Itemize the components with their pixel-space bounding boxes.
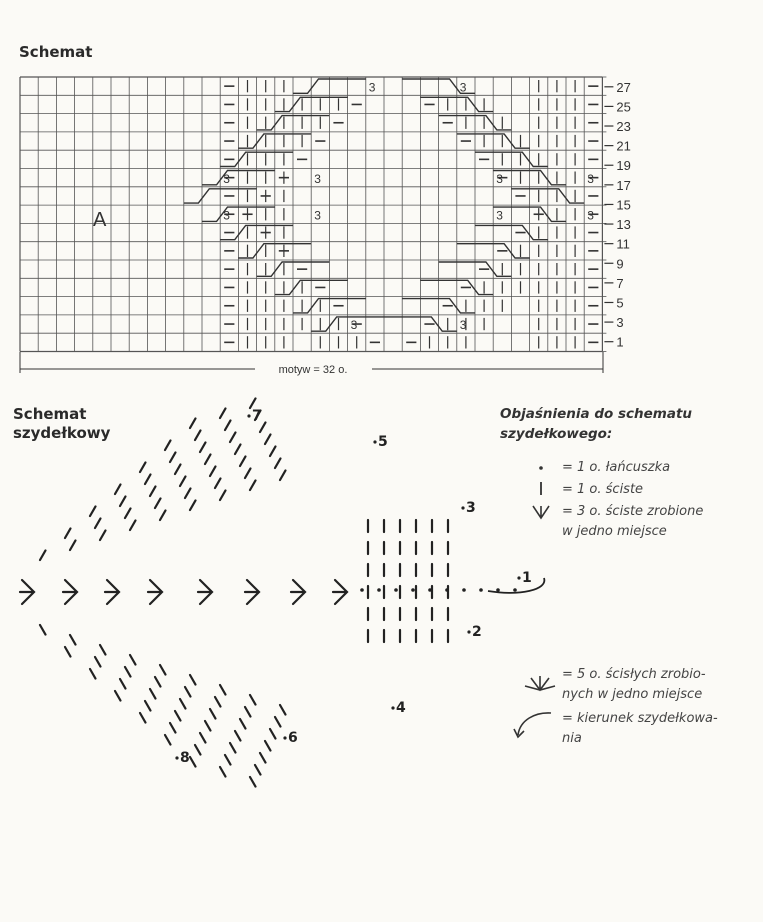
single-crochet-stitch [220, 490, 226, 500]
cable-count-label: 3 [459, 318, 467, 333]
single-crochet-stitch [170, 723, 176, 733]
single-crochet-stitch [220, 408, 226, 418]
single-crochet-stitch [160, 510, 166, 520]
single-crochet-stitch [90, 506, 96, 516]
single-crochet-stitch [220, 767, 226, 777]
row-number: 21 [616, 138, 631, 154]
legend-single: = 1 o. ściste [562, 482, 644, 497]
round-label: 2 [472, 624, 482, 640]
single-crochet-stitch [175, 711, 181, 721]
row-number: 7 [616, 275, 624, 291]
legend-three-line2: w jedno miejsce [562, 524, 667, 539]
row-number: 17 [616, 177, 631, 193]
cable-count-label: 3 [314, 208, 321, 223]
single-crochet-stitch [250, 480, 256, 490]
round-label: 7 [252, 408, 262, 424]
row-number: 27 [616, 79, 631, 95]
single-crochet-stitch [250, 695, 256, 705]
row-number: 15 [616, 197, 631, 213]
round-label-dot [517, 576, 520, 579]
crochet-title-line2: szydełkowy [13, 424, 111, 442]
single-crochet-stitch [140, 462, 146, 472]
row-number: 9 [616, 256, 624, 272]
single-crochet-stitch [65, 528, 71, 538]
single-crochet-stitch [190, 675, 196, 685]
single-crochet-stitches [40, 398, 448, 786]
single-crochet-stitch [205, 454, 211, 464]
single-crochet-stitch [210, 466, 216, 476]
fan-stitch [20, 580, 34, 604]
legend-chain: = 1 o. łańcuszka [562, 460, 671, 475]
legend-title-line2: szydełkowego: [500, 426, 613, 442]
single-crochet-stitch [265, 741, 271, 751]
single-crochet-stitch [250, 777, 256, 787]
fan-stitch [333, 580, 347, 604]
single-crochet-stitch [200, 442, 206, 452]
cable-count-label: 3 [587, 171, 594, 186]
single-crochet-stitch [160, 665, 166, 675]
single-crochet-stitch [145, 474, 151, 484]
single-crochet-stitch [185, 687, 191, 697]
single-crochet-stitch [245, 468, 251, 478]
single-crochet-stitch [225, 420, 231, 430]
row-number: 1 [616, 334, 624, 350]
chain-stitch [428, 588, 432, 592]
direction-legend-icon [514, 713, 551, 737]
fan-stitch [291, 580, 305, 604]
cable-count-label: 3 [496, 208, 503, 223]
cable-count-label: 3 [587, 208, 594, 223]
legend-direction-line2: nia [562, 731, 582, 746]
single-crochet-stitch [125, 667, 131, 677]
fan-stitch [148, 580, 162, 604]
chain-stitch [411, 588, 415, 592]
round-label-dot [373, 440, 376, 443]
single-crochet-stitch [115, 484, 121, 494]
row-number: 5 [616, 295, 624, 311]
single-crochet-stitch [280, 470, 286, 480]
single-crochet-stitch [165, 440, 171, 450]
single-crochet-stitch [235, 731, 241, 741]
single-crochet-stitch [70, 635, 76, 645]
single-crochet-stitch [140, 713, 146, 723]
single-crochet-stitch [195, 745, 201, 755]
single-crochet-stitch [195, 430, 201, 440]
chain-stitch [394, 588, 398, 592]
single-crochet-stitch [225, 755, 231, 765]
round-label: 3 [466, 500, 476, 516]
round-label-dot [175, 756, 178, 759]
region-label: A [93, 209, 107, 231]
single-crochet-stitch [190, 418, 196, 428]
single-crochet-stitch [190, 500, 196, 510]
single-crochet-stitch [180, 476, 186, 486]
cable-count-label: 3 [368, 80, 376, 95]
single-crochet-stitch [70, 540, 76, 550]
single-crochet-stitch [275, 458, 281, 468]
cable-count-label: 3 [314, 171, 321, 186]
single-crochet-stitch [260, 753, 266, 763]
single-crochet-stitch [200, 733, 206, 743]
chain-stitch [513, 588, 517, 592]
round-label: 4 [396, 700, 406, 716]
single-crochet-stitch [40, 625, 46, 635]
single-crochet-stitch [230, 432, 236, 442]
single-crochet-stitch [240, 456, 246, 466]
single-crochet-stitch [95, 657, 101, 667]
single-crochet-stitch [120, 679, 126, 689]
fan-stitch [198, 580, 212, 604]
chain-dot-icon [539, 466, 543, 470]
round-label: 6 [288, 730, 298, 746]
row-number: 3 [616, 315, 624, 331]
single-crochet-stitch [130, 520, 136, 530]
round-label: 1 [522, 570, 532, 586]
single-crochet-stitch [240, 719, 246, 729]
round-label-dot [461, 506, 464, 509]
fan-stitch [63, 580, 77, 604]
single-crochet-stitch [215, 697, 221, 707]
row-number: 11 [616, 236, 630, 252]
single-crochet-stitch [150, 689, 156, 699]
legend-direction-line1: = kierunek szydełkowa- [562, 711, 718, 726]
cable-count-label: 3 [496, 171, 503, 186]
single-crochet-stitch [40, 550, 46, 560]
round-label-dot [467, 630, 470, 633]
fan-stitch [105, 580, 119, 604]
single-crochet-stitch [210, 709, 216, 719]
fan-stitches [20, 580, 347, 604]
single-crochet-stitch [180, 699, 186, 709]
single-crochet-stitch [115, 691, 121, 701]
single-crochet-stitch [145, 701, 151, 711]
single-crochet-stitch [265, 434, 271, 444]
single-crochet-stitch [120, 496, 126, 506]
single-crochet-stitch [235, 444, 241, 454]
legend-title [500, 404, 692, 444]
round-label-dot [391, 706, 394, 709]
legend-direction [562, 709, 718, 749]
legend-five-line2: nych w jedno miejsce [562, 687, 703, 702]
legend-five [562, 665, 706, 705]
single-crochet-stitch [270, 729, 276, 739]
cable-count-label: 3 [350, 318, 358, 333]
single-crochet-stitch [130, 655, 136, 665]
three-in-one-icon [533, 506, 549, 518]
single-crochet-stitch [215, 478, 221, 488]
legend-title-line1: Objaśnienia do schematu [500, 406, 693, 422]
single-crochet-stitch [90, 669, 96, 679]
single-crochet-stitch [205, 721, 211, 731]
chain-stitch [445, 588, 449, 592]
single-crochet-stitch [95, 518, 101, 528]
cable-count-label: 3 [223, 171, 230, 186]
single-crochet-stitch [220, 685, 226, 695]
knitting-chart-title: Schemat [19, 43, 93, 61]
round-label: 8 [180, 750, 190, 766]
row-number: 13 [616, 217, 631, 233]
single-crochet-stitch [275, 717, 281, 727]
chain-stitch [479, 588, 483, 592]
cable-count-label: 3 [223, 208, 230, 223]
single-crochet-stitch [125, 508, 131, 518]
crochet-title-line1: Schemat [13, 405, 87, 423]
single-crochet-stitch [245, 707, 251, 717]
row-number: 19 [616, 158, 631, 174]
row-number: 23 [616, 119, 631, 135]
fan-stitch [245, 580, 259, 604]
single-crochet-stitch [65, 647, 71, 657]
single-crochet-stitch [155, 677, 161, 687]
single-crochet-stitch [165, 735, 171, 745]
five-in-one-icon [525, 676, 555, 690]
round-labels [175, 408, 531, 766]
single-crochet-stitch [185, 488, 191, 498]
round-label-dot [247, 414, 250, 417]
legend-three [562, 502, 703, 542]
single-crochet-stitch [175, 464, 181, 474]
chain-stitch [360, 588, 364, 592]
chain-stitch [377, 588, 381, 592]
single-crochet-stitch [100, 645, 106, 655]
round-label-dot [283, 736, 286, 739]
single-crochet-stitch [190, 757, 196, 767]
cable-count-label: 3 [459, 80, 467, 95]
motif-label: motyw = 32 o. [278, 364, 348, 376]
single-crochet-stitch [280, 705, 286, 715]
single-crochet-stitch [100, 530, 106, 540]
single-crochet-stitch [250, 398, 256, 408]
row-number: 25 [616, 99, 631, 115]
single-crochet-stitch [230, 743, 236, 753]
chain-stitch [462, 588, 466, 592]
single-crochet-stitch [150, 486, 156, 496]
single-crochet-stitch [155, 498, 161, 508]
single-crochet-stitch [270, 446, 276, 456]
legend-three-line1: = 3 o. ściste zrobione [562, 504, 704, 519]
legend-five-line1: = 5 o. ścisłych zrobio- [562, 667, 706, 682]
single-crochet-stitch [255, 765, 261, 775]
single-crochet-stitch [170, 452, 176, 462]
round-label: 5 [378, 434, 388, 450]
